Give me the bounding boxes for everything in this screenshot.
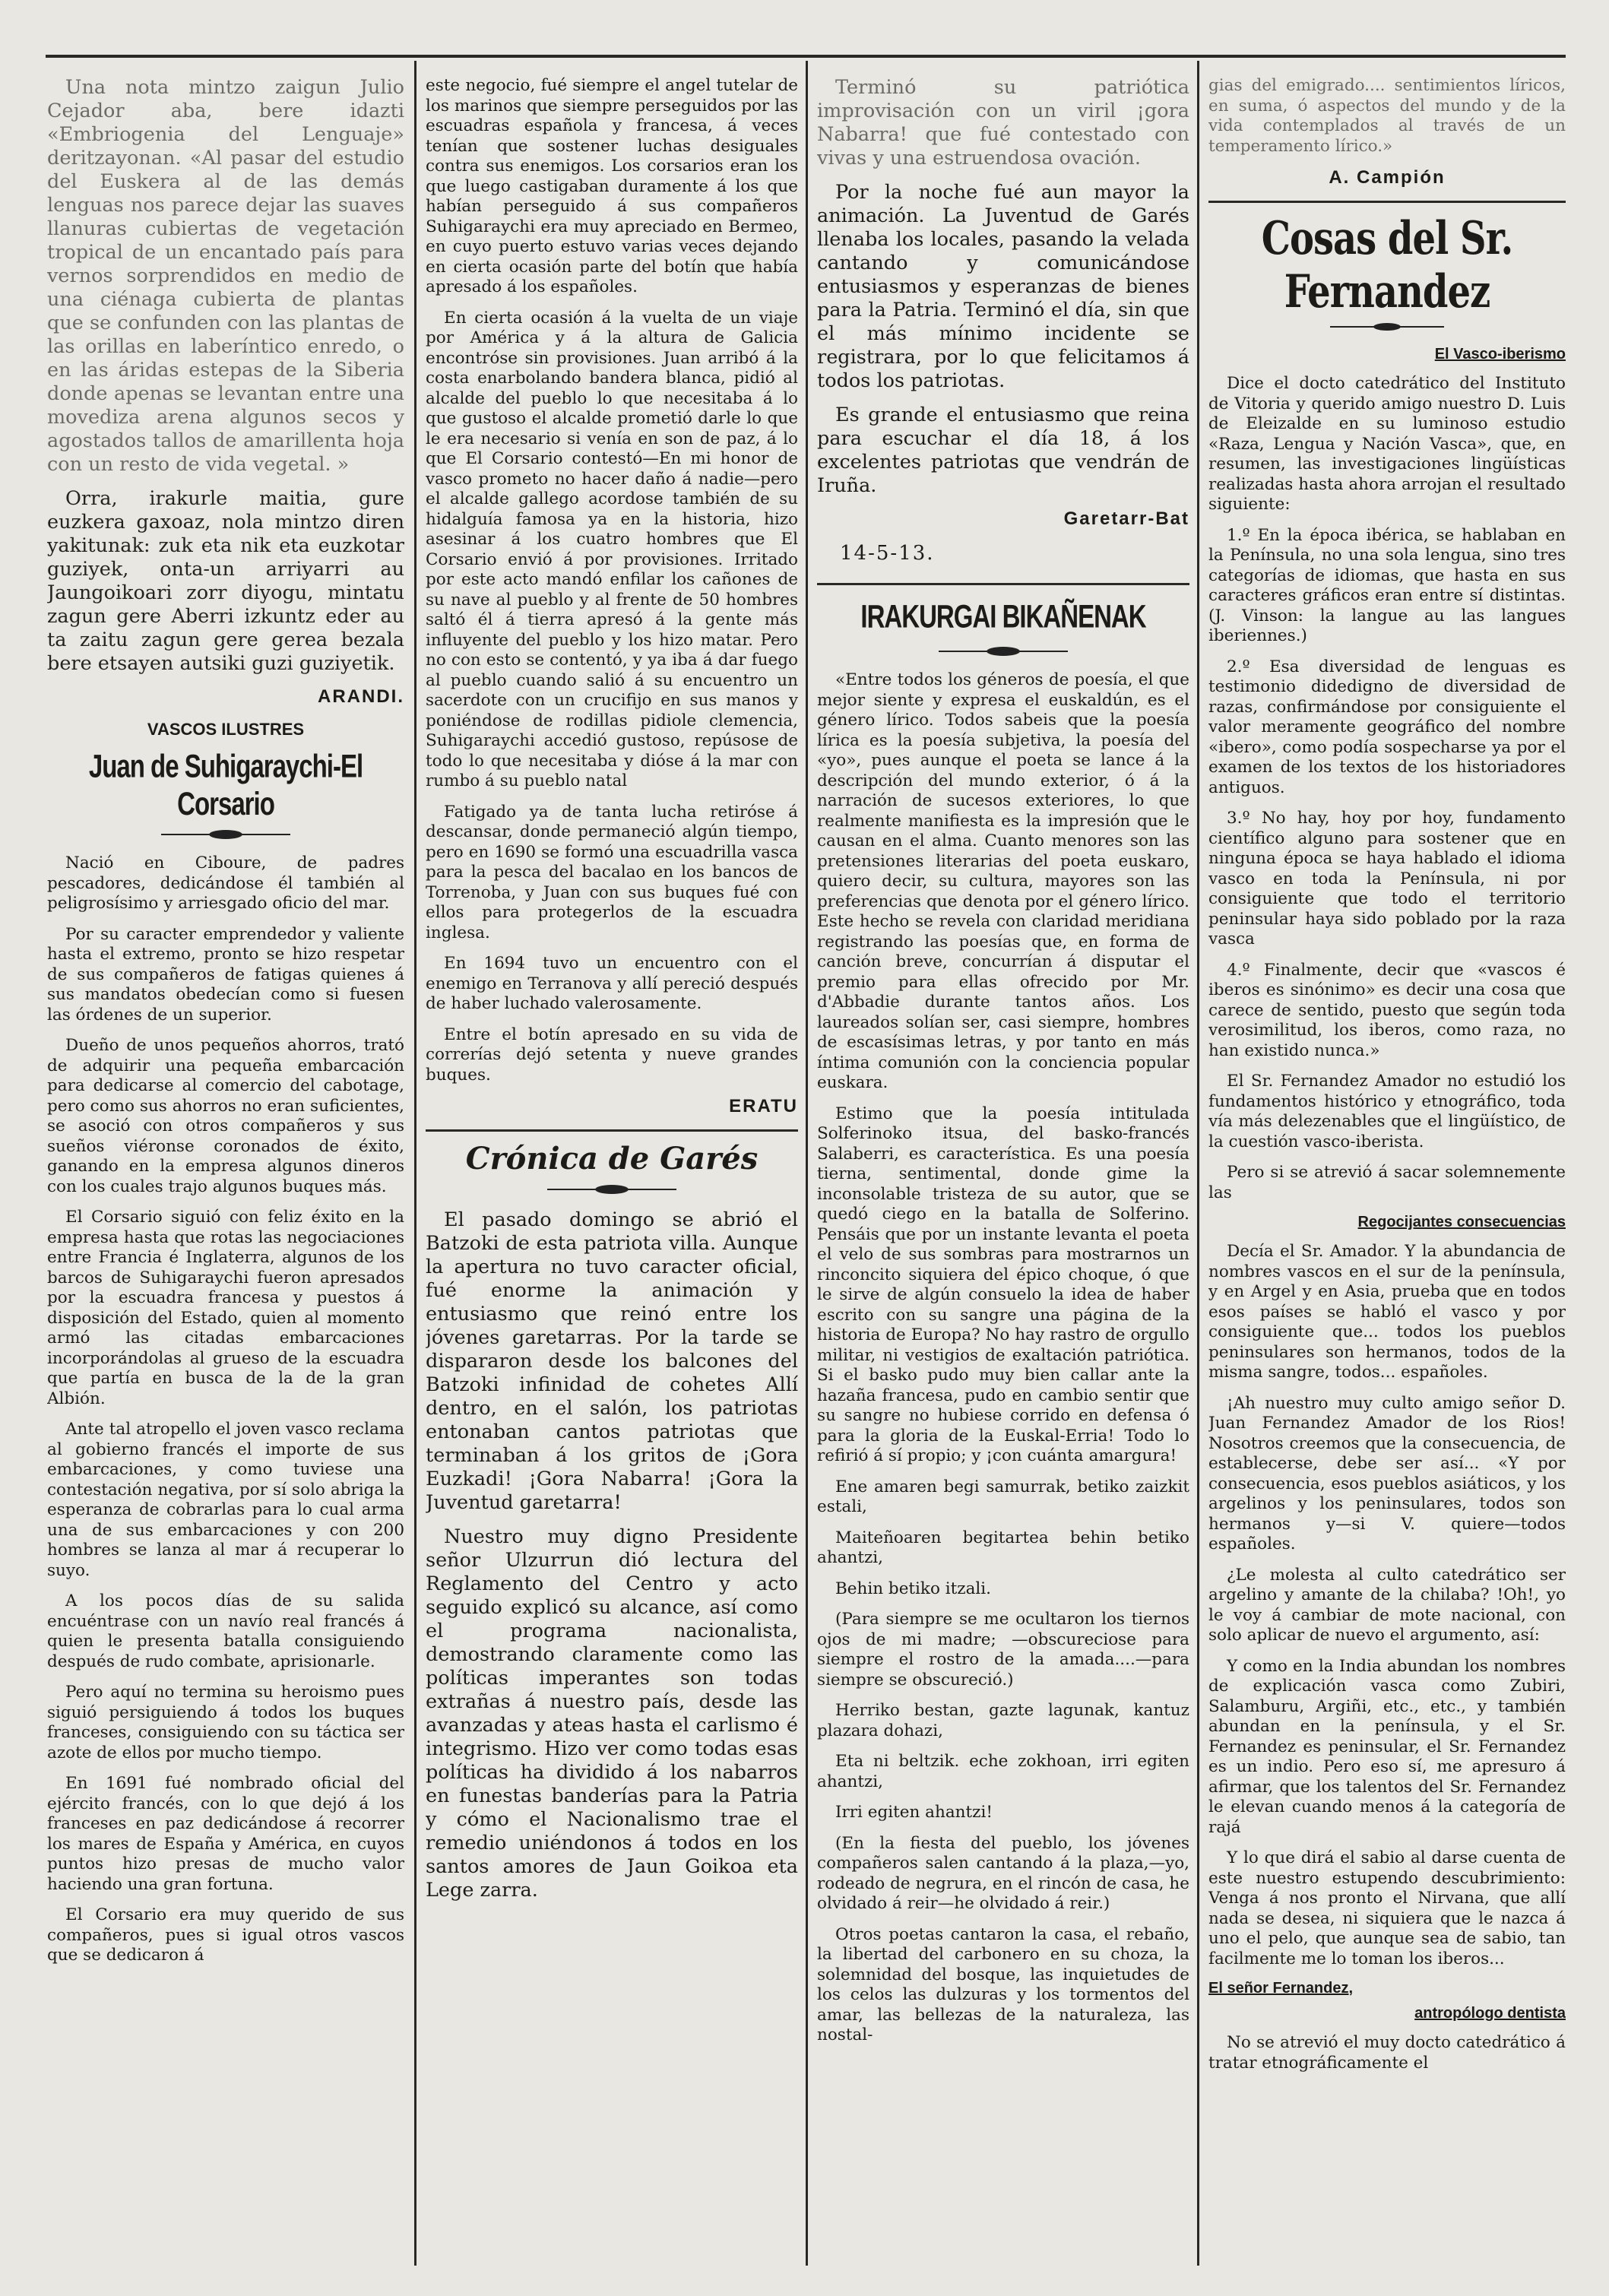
paragraph: Dueño de unos pequeños ahorros, trató de adquirir una pequeña embarcación para dedicarse al comercio del cabotage, pero como sus ahorros no eran suficientes, se asoció con otros compañeros y sus sueños viéronse coronados de éxito, ganando en la empresa algunos dineros con los cuales trajo algunos buques más. — [47, 1036, 404, 1196]
paragraph: En 1691 fué nombrado oficial del ejército francés, con lo que dejó á los franceses en paz dedicándose á recorrer los mares de España y América, en cuyos puntos hizo presas de mucho valor haciendo una gran fortuna. — [47, 1774, 404, 1894]
article-body — [1208, 76, 1566, 157]
column-rule — [1197, 61, 1199, 2266]
verse-line: Ene amaren begi samurrak, betiko zaizkit estali, — [817, 1477, 1189, 1516]
column-3 — [817, 76, 1189, 2057]
subheading: Regocijantes consecuencias — [1357, 1214, 1566, 1230]
paragraph: El Corsario era muy querido de sus compañeros, pues si igual otros vascos que se dedicaron á — [47, 1905, 404, 1965]
paragraph: 1.º En la época ibérica, se hablaban en la Península, no una sola lengua, sino tres categorías de idiomas, que hasta en sus caracteres gráficos eran entre sí distintas. (J. Vinson: la langue au las langues iberiennes.) — [1208, 525, 1566, 645]
paragraph: Orra, irakurle maitia, gure euzkera gaxoaz, nola mintzo diren yakitunak: zuk eta nik eta euzkotar guziyek, onta-un arriyarri au Jaungoikoari zorr diyogu, mintatu zagun gere Aberri izkuntz eder au ta zaitu zagun gere gerea bezala bere etsayen autsiki guzi guziyetik. — [47, 487, 404, 675]
subheading: El Vasco-iberismo — [1434, 346, 1566, 363]
article-body — [817, 670, 1189, 2046]
paragraph: gias del emigrado.... sentimientos líricos, en suma, ó aspectos del mundo y de la vida contemplados al través de un temperamento lírico.» — [1208, 76, 1566, 156]
paragraph: Fatigado ya de tanta lucha retiróse á descansar, donde permaneció algún tiempo, pero en 1690 se formó una escuadrilla vasca para la pesca del bacalao en los bancos de Torrenoba, y Juan con sus buques fué con ellos para protegerlos de la escuadra inglesa. — [426, 802, 798, 942]
column-1 — [47, 76, 404, 1977]
top-rule — [46, 55, 1566, 58]
paragraph: Decía el Sr. Amador. Y la abundancia de nombres vascos en el sur de la península, y en Argel y en Asia, prueba que en todos esos países se habló el vasco y por consiguiente que... todos los pueblos peninsulares son hermanos, todos de la misma sangre, todos... españoles. — [1208, 1242, 1566, 1382]
paragraph: Una nota mintzo zaigun Julio Cejador aba, bere idazti «Embriogenia del Lenguaje» deritzayonan. «Al pasar del estudio del Euskera al de las demás lenguas nos parece dejar las suaves llanuras cubiertas de vegetación tropical de un encantado país para vernos sorprendidos en medio de una ciénaga cubierta de plantas que se confunden con las plantas de las orillas en laberíntico enredo, o en las áridas estepas de la Siberia donde apenas se levantan entre una movediza arena algunos secos y agostados tallos de amarillenta hoja con un resto de vida vegetal. » — [47, 76, 404, 476]
paragraph: 3.º No hay, hoy por hoy, fundamento científico alguno para sostener que en ninguna época se haya hablado el idioma vasco en toda la Península, ni por consiguiente que todo el territorio peninsular haya sido poblado por la raza vasca — [1208, 809, 1566, 948]
paragraph: 4.º Finalmente, decir que «vascos é iberos es sinónimo» es decir una cosa que carece de sentido, puesto que según toda verosimilitud, los iberos, como raza, no han existido nunca.» — [1208, 960, 1566, 1060]
ornament-divider — [1330, 321, 1444, 332]
column-2 — [426, 76, 798, 1913]
paragraph: En 1694 tuvo un encuentro con el enemigo en Terranova y allí pereció después de haber luchado valerosamente. — [426, 954, 798, 1013]
euskara-note — [47, 76, 404, 676]
column-4 — [1208, 76, 1566, 2084]
article-body — [1208, 374, 1566, 1203]
paragraph: Y lo que dirá el sabio al darse cuenta de este nuestro estupendo descubrimiento: Venga á nos pronto el Nirvana, que allí nada se desea, ni siquiera que le nazca á uno el pelo, que aunque sea de sabio, tan facilmente me lo toman los iberos... — [1208, 1848, 1566, 1968]
verse-line: Eta ni beltzik. eche zokhoan, irri egiten ahantzi, — [817, 1752, 1189, 1791]
paragraph: ¿Le molesta al culto catedrático ser argelino y amante de la chilaba? !Oh!, yo le voy á cambiar de mote nacional, con solo aplicar de nuevo el argumento, así: — [1208, 1565, 1566, 1645]
article-title: IRAKURGAI BIKAÑENAK — [860, 597, 1146, 635]
paragraph: 2.º Esa diversidad de lenguas es testimonio didedigno de diversidad de razas, confirmándose por consiguiente el valor meramente geográfico del nombre «ibero», como podía sospecharse ya por el examen de los textos de los historiadores antiguos. — [1208, 657, 1566, 797]
verse-line: Behin betiko itzali. — [835, 1579, 991, 1598]
paragraph: En cierta ocasión á la vuelta de un viaje por América y á la altura de Galicia encontróse sin provisiones. Juan arribó á la costa enarbolando bandera blanca, pidió al alcalde del pueblo lo que necesitaba á lo que gustoso el alcalde prometió darle lo que le era necesario si venía en son de paz, á lo que El Corsario contestó—En mi honor de vasco prometo no hacer daño á nadie—pero el alcalde gallego acordose también de su hidalguía famosa ya en la historia, hizo asesinar á los cuatro hombres que El Corsario envió á por provisiones. Irritado por este acto mandó enfilar los cañones de su nave al pueblo y al frente de 50 hombres saltó él á tierra apresó á la gente más influyente del pueblo y los hizo matar. Pero no con esto se contentó, y ya iba á dar fuego al pueblo cuando salió á su encuentro un sacerdote con un crucifijo en sus manos y poniéndose de rodillas pidiole clemencia, Suhigaraychi accedió gustoso, repúsose de todo lo que necesitaba y dióse á la mar con rumbo á su pueblo natal — [426, 308, 798, 790]
paragraph: Ante tal atropello el joven vasco reclama al gobierno francés el importe de sus embarcaciones, y como tuviese una contestación negativa, por sí solo abriga la esperanza de cobrarlas para lo cual arma una de sus embarcaciones y con 200 hombres se lanza al mar á recuperar lo suyo. — [47, 1420, 404, 1580]
author-signature: A. Campión — [1329, 167, 1446, 188]
article-body — [426, 76, 798, 1085]
paragraph: Otros poetas cantaron la casa, el rebaño, la libertad del carbonero en su choza, la solemnidad del bosque, las inquietudes de los celos las dulzuras y los tormentos del amar, las bellezas de la naturaleza, las nostal- — [817, 1924, 1189, 2044]
paragraph: Por su caracter emprendedor y valiente hasta el extremo, pronto se hizo respetar de sus compañeros de fatigas quienes á sus mandatos obedecían como si fuesen las órdenes de un superior. — [47, 924, 404, 1024]
column-rule — [806, 61, 808, 2266]
paragraph: Es grande el entusiasmo que reina para escuchar el día 18, á los excelentes patriotas que vendrán de Iruña. — [817, 404, 1189, 497]
paragraph: (En la fiesta del pueblo, los jóvenes compañeros salen cantando á la plaza,—yo, rodeado de negrura, en el rincón de casa, he olvidado á reir—he olvidado á reir.) — [817, 1833, 1189, 1913]
paragraph: este negocio, fué siempre el angel tutelar de los marinos que siempre perseguidos por las escuadras española y francesa, á veces tenían que sostener luchas desiguales contra sus enemigos. Los corsarios eran los que luego castigaban duramente á los que habían perseguido á sus compañeros Suhigaraychi era muy apreciado en Bermeo, en cuyo puerto estuvo varias veces dejando en cierta ocasión parte del botín que había apresado á los españoles. — [426, 76, 798, 296]
paragraph: Dice el docto catedrático del Instituto de Vitoria y querido amigo nuestro D. Luis de Eleizalde en su luminoso estudio «Raza, Lengua y Nación Vasca», que, en resumen, las investigaciones lingüísticas realizadas hasta ahora arrojan el resultado siguiente: — [1208, 374, 1566, 514]
column-rule — [414, 61, 417, 2266]
verse-line: Irri egiten ahantzi! — [835, 1803, 993, 1822]
paragraph: Pero si se atrevió á sacar solemnemente las — [1208, 1163, 1566, 1202]
paragraph: Nuestro muy digno Presidente señor Ulzurrun dió lectura del Reglamento del Centro y acto seguido explicó su alcance, así como el programa nacionalista, demostrando claramente como las políticas imperantes son todas extrañas á nuestro país, desde las avanzadas y ateas hasta el carlismo é integrismo. Hizo ver como todas esas políticas ha dividido á los nabarros en funestas banderías para la Patria y cómo el Nacionalismo trae el remedio uniéndonos á todos en los santos amores de Jaun Goikoa eta Lege zarra. — [426, 1525, 798, 1902]
verse-line: Maiteñoaren begitartea behin betiko ahantzi, — [817, 1528, 1189, 1567]
verse-line: Herriko bestan, gazte lagunak, kantuz plazara dohazi, — [817, 1701, 1189, 1740]
ornament-divider — [161, 829, 290, 840]
author-signature: ARANDI. — [318, 686, 404, 707]
article-title: Crónica de Garés — [465, 1141, 759, 1177]
article-title: Juan de Suhigaraychi-El Corsario — [88, 747, 363, 822]
paragraph: El Sr. Fernandez Amador no estudió los fundamentos histórico y etnográfico, toda vía más delezenables que el lingüístico, de la cuestión vasco-iberista. — [1208, 1072, 1566, 1151]
paragraph: Y como en la India abundan los nombres de explicación vasca como Zubiri, Salamburu, Argiñi, etc., etc., y también abundan en la península, y el Sr. Fernandez es peninsular, el Sr. Fernandez es un indio. Pero eso sí, me apresuro á afirmar, que los talentos del Sr. Fernandez le elevan cuando menos á la categoría de rajá — [1208, 1656, 1566, 1837]
paragraph: El pasado domingo se abrió el Batzoki de esta patriota villa. Aunque la apertura no tuvo caracter oficial, fué enorme la animación y entusiasmo que reinó entre los jóvenes garetarras. Por la tarde se dispararon desde los balcones del Batzoki infinidad de cohetes Allí dentro, en el salón, los patriotas entonaban cantos patriotas que terminaban á los gritos de ¡Gora Euzkadi! ¡Gora Nabarra! ¡Gora la Juventud garetarra! — [426, 1208, 798, 1514]
date-line: 14-5-13. — [840, 542, 935, 565]
article-body — [1208, 1242, 1566, 1969]
ornament-divider — [547, 1184, 676, 1195]
paragraph: Pero aquí no termina su heroismo pues siguió persiguiendo á todos los buques franceses, consiguiendo con su táctica ser azote de ellos por mucho tiempo. — [47, 1683, 404, 1762]
paragraph: «Entre todos los géneros de poesía, el que mejor siente y expresa el euskaldún, es el género lírico. Todos sabeis que la poesía lírica es la poesía subjetiva, la poesía del «yo», pues aunque el poeta se lance á la descripción del mundo exterior, ó á la narración de sucesos exteriores, lo que realmente manifiesta es la impresión que le causan en el alma. Cuanto menores son las pretensiones literarias del poeta euskaro, quiero decir, su cultura, mayores son las preferencias que denota por el género lírico. Este hecho se revela con claridad meridiana registrando las poesías que, en forma de canción breve, concurrían á disputar el premio para ellas ofrecido por Mr. d'Abbadie durante tantos años. Los laureados solían ser, casi siempre, hombres de escasísimas letras, y por tanto en más íntima comunión con la conciencia popular euskara. — [817, 670, 1189, 1092]
paragraph: Entre el botín apresado en su vida de correrías dejó setenta y nueve grandes buques. — [426, 1024, 798, 1085]
divider — [426, 1129, 798, 1132]
paragraph: (Para siempre se me ocultaron los tiernos ojos de mi madre; —obscureciose para siempre el rostro de la amada....—para siempre se obscureció.) — [817, 1610, 1189, 1690]
article-body — [1208, 2033, 1566, 2073]
paragraph: Estimo que la poesía intitulada Solferinoko itsua, del basko-francés Salaberri, es característica. Es una poesía tierna, sentimental, donde gime la inconsolable tristeza de su autor, que se quedó ciego en la batalla de Solferino. Pensáis que por un instante levanta el poeta el velo de sus sombras para mostrarnos un rinconcito siquiera del épico choque, ó que le sirve de algún consuelo la idea de haber escrito con su sangre una página de la historia de Europa? No hay rastro de orgullo militar, ni vestigios de exaltación patriótica. Si el basko pudo muy bien callar ante la hazaña francesa, pudo en cambio sentir que su sangre no hubiese corrido en defensa ó para la gloria de la Euskal-Erria! Todo lo refirió á sí propio; y ¡con cuánta amargura! — [817, 1104, 1189, 1465]
article-title: Cosas del Sr. Fernandez — [1261, 212, 1513, 318]
article-body — [426, 1208, 798, 1902]
author-signature: ERATU — [729, 1096, 798, 1116]
paragraph: Terminó su patriótica improvisación con un viril ¡gora Nabarra! que fué contestado con vivas y una estruendosa ovación. — [817, 76, 1189, 169]
author-signature: Garetarr-Bat — [1063, 508, 1189, 529]
article-body — [817, 76, 1189, 498]
paragraph: A los pocos días de su salida encuéntrase con un navío real francés á quien le presenta batalla consiguiendo después de rudo combate, aprisionarle. — [47, 1591, 404, 1671]
paragraph: El Corsario siguió con feliz éxito en la empresa hasta que rotas las negociaciones entre Francia é Inglaterra, algunos de los barcos de Suhigaraychi fueron apresados por la escuadra francesa y puestos á disposición del Estado, quien al momento armó las citadas embarcaciones incorporándolas al grueso de la escuadra que partía en busca de la de la gran Albión. — [47, 1208, 404, 1408]
divider — [1208, 201, 1566, 203]
article-body — [47, 853, 404, 1966]
paragraph: No se atrevió el muy docto catedrático á tratar etnográficamente el — [1208, 2033, 1566, 2073]
paragraph: Nació en Ciboure, de padres pescadores, dedicándose él también al peligrosísimo y arriesgado oficio del mar. — [47, 853, 404, 913]
ornament-divider — [939, 646, 1068, 657]
paragraph: Por la noche fué aun mayor la animación. La Juventud de Garés llenaba los locales, pasando la velada cantando y comunicándose entusiasmos y esperanzas de bienes para la Patria. Terminó el día, sin que el más mínimo incidente se registrara, por lo que felicitamos á todos los patriotas. — [817, 181, 1189, 392]
section-heading: VASCOS ILUSTRES — [147, 720, 305, 739]
divider — [817, 583, 1189, 585]
subheading: El señor Fernandez, — [1208, 1980, 1354, 1997]
paragraph: ¡Ah nuestro muy culto amigo señor D. Juan Fernandez Amador de los Rios! Nosotros creemos que la consecuencia, de establecerse, debe ser así... «Y por consecuencia, esos pueblos asiáticos, y los argelinos y los peninsulares, todos son hermanos y—si V. quiere—todos españoles. — [1208, 1393, 1566, 1553]
subheading: antropólogo dentista — [1414, 2005, 1566, 2022]
